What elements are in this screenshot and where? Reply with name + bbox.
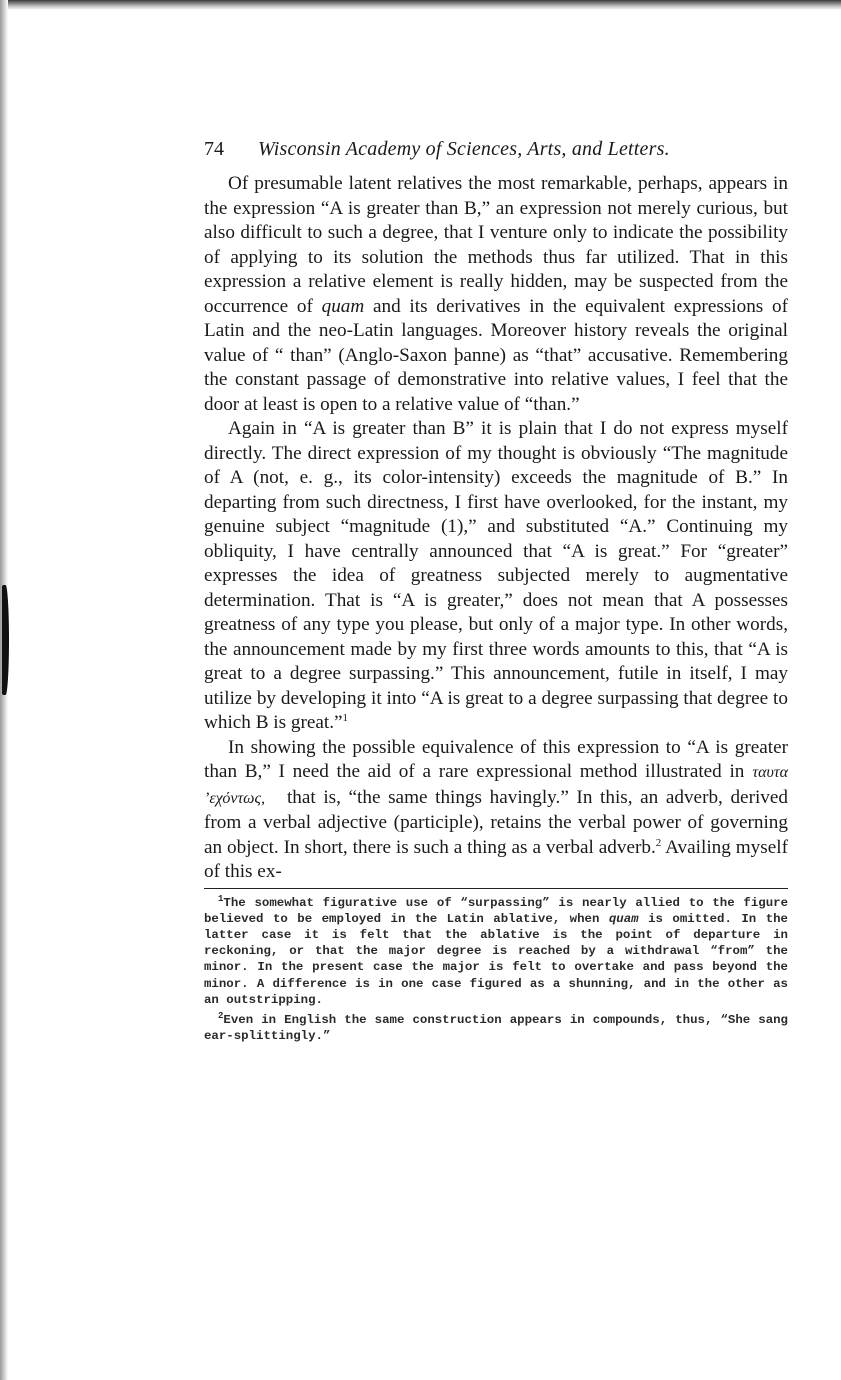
paragraph-3-text-b: that is, “the same things havingly.” In this, an adverb, derived from a verbal adjective (participle), retains the verbal power of governing an object. In short, there is such a thing as a verbal adverb. — [204, 786, 788, 858]
footnote-2 — [204, 1012, 788, 1044]
footnote-1 — [204, 895, 788, 1008]
paragraph-1-italic-quam: quam — [321, 295, 365, 317]
footnote-1-text-b: is omitted. In the latter case it is felt that the ablative is the point of departure in reckoning, or that the major degree is reached by a withdrawal “from” the minor. In the present case the major is felt to overtake and pass beyond the minor. A difference is in one case figured as a shunning, and in the other as an outstripping. — [204, 911, 788, 1007]
page-number: 74 — [204, 138, 224, 160]
footnote-rule — [204, 888, 788, 889]
paragraph-1-text-a: Of presumable latent relatives the most remarkable, perhaps, appears in the expression “A is greater than B,” an expression not merely curious, but also difficult to such a degree, that I venture only to indicate the possibility of applying to its solution the methods thus far utilized. That in this expression a relative element is really hidden, may be suspected from the occurrence of — [204, 173, 788, 317]
footnote-1-italic-quam: quam — [608, 911, 639, 926]
footnote-ref-1: 1 — [342, 712, 349, 724]
body-text — [204, 172, 788, 885]
footnote-1-marker: 1 — [218, 893, 224, 904]
page-content — [204, 138, 788, 1048]
footnote-ref-2: 2 — [655, 836, 662, 849]
footnote-2-marker: 2 — [218, 1010, 224, 1021]
scan-top-edge — [0, 0, 841, 10]
greek-phrase: ταυτα ’εχόντως, — [204, 764, 788, 807]
paragraph-2 — [204, 417, 788, 736]
paragraph-1 — [204, 172, 788, 417]
footnotes — [204, 895, 788, 1045]
paragraph-2-text: Again in “A is greater than B” it is plain that I do not express myself directly. The direct expression of my thought is obviously “The magnitude of A (not, e. g., its color-intensity) exceeds the magnitude of B.” In departing from such directness, I first have overlooked, for the instant, my genuine subject “magnitude (1),” and substituted “A.” Continuing my obliquity, I have centrally announced that “A is great.” For “greater” expresses the idea of greatness subjected merely to augmentative determination. That is “A is greater,” does not mean that A possesses greatness of any type you please, but only of a major type. In other words, the announcement made by my first three words amounts to this, that “A is great to a degree surpassing.” This announcement, futile in itself, I may utilize by developing it into “A is great to a degree surpassing that degree to which B is great.” — [204, 418, 788, 733]
running-head — [204, 138, 788, 172]
journal-title: Wisconsin Academy of Sciences, Arts, and Letters. — [258, 138, 670, 160]
paragraph-1-text-b: and its derivatives in the equivalent expressions of Latin and the neo-Latin languages. Moreover history reveals the original value of “ than” (Anglo-Saxon þanne) as “that” accusative. Remembering the constant passage of demonstrative into relative values, I feel that the door at least is open to a relative value of “than.” — [204, 295, 788, 415]
paragraph-3 — [204, 736, 788, 885]
binding-mark — [2, 585, 9, 695]
paragraph-3-text-c: Availing myself of this ex- — [204, 836, 788, 882]
footnote-1-text-a: The somewhat figurative use of “surpassing” is nearly allied to the figure believed to be employed in the Latin ablative, when — [204, 895, 788, 926]
paragraph-3-text-a: In showing the possible equivalence of this expression to “A is greater than B,” I need the aid of a rare expressional method illustrated in — [204, 736, 788, 782]
footnote-2-text: Even in English the same construction appears in compounds, thus, “She sang ear-splittingly.” — [204, 1012, 788, 1044]
